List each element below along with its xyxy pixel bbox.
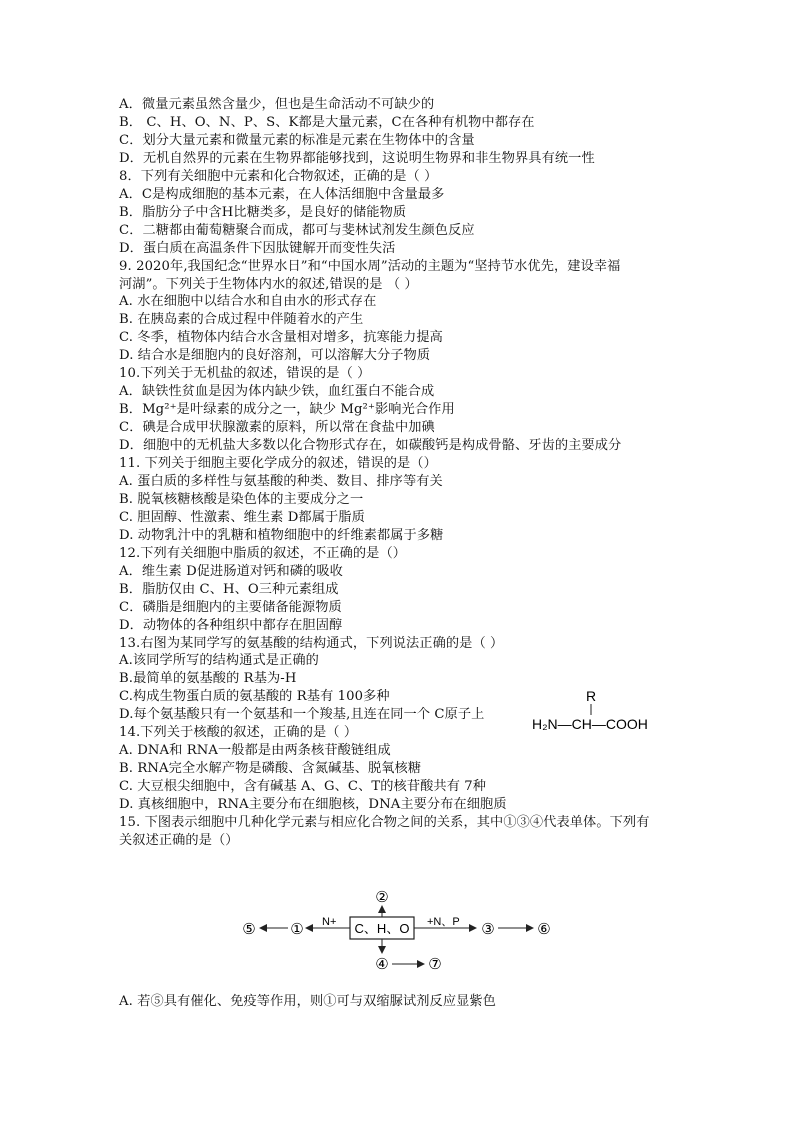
text-line: C. 大豆根尖细胞中，含有碱基 A、G、C、T的核苷酸共有 7种 [119,779,487,795]
compound-relation-diagram [238,885,558,975]
text-line: 13.右图为某同学写的氨基酸的结构通式，下列说法正确的是（ ） [119,635,504,651]
text-line: B．Mg²⁺是叶绿素的成分之一，缺少 Mg²⁺影响光合作用 [119,402,455,418]
text-line: 11. 下列关于细胞主要化学成分的叙述，错误的是（） [119,456,437,471]
text-line: 关叙述正确的是（） [119,832,239,848]
text-line: D. 动物乳汁中的乳糖和植物细胞中的纤维素都属于多糖 [119,527,444,543]
text-line: A.该同学所写的结构通式是正确的 [119,653,319,669]
circle-4: ④ [375,956,389,973]
text-line: 9. 2020年,我国纪念“世界水日”和“中国水周”活动的主题为“坚持节水优先，建设幸福 [119,258,621,274]
text-line: B． C、H、O、N、P、S、K都是大量元素，C在各种有机物中都存在 [119,114,535,130]
text-line: 10.下列关于无机盐的叙述，错误的是（ ） [119,366,371,382]
text-line: A．缺铁性贫血是因为体内缺少铁，血红蛋白不能合成 [119,384,435,400]
text-line: 12.下列有关细胞中脂质的叙述，不正确的是（） [119,545,407,561]
text-line: A．维生素 D促进肠道对钙和磷的吸收 [119,563,343,579]
text-line: C.构成生物蛋白质的氨基酸的 R基有 100多种 [119,689,390,705]
text-line: D．无机自然界的元素在生物界都能够找到，这说明生物界和非生物界具有统一性 [119,150,595,166]
text-line: 14.下列关于核酸的叙述，正确的是（ ） [119,725,358,741]
circle-3: ③ [481,921,495,938]
left-arrow-label: N+ [322,916,337,928]
text-line: D. 结合水是细胞内的良好溶剂，可以溶解大分子物质 [119,348,431,364]
circle-1: ① [290,921,304,938]
text-line: B. RNA完全水解产物是磷酸、含氮碱基、脱氧核糖 [119,761,422,777]
text-line: C．二糖都由葡萄糖聚合而成，都可与斐林试剂发生颜色反应 [119,222,475,238]
amino-acid-structure-formula [530,688,680,738]
text-line: D. 真核细胞中，RNA主要分布在细胞核，DNA主要分布在细胞质 [119,797,507,813]
right-arrow-label: +N、P [427,916,460,928]
text-line: B．脂肪分子中含H比糖类多，是良好的储能物质 [119,204,407,220]
text-line: B．脂肪仅由 C、H、O三种元素组成 [119,581,339,597]
text-line: A. 水在细胞中以结合水和自由水的形式存在 [119,294,377,310]
text-line: D.每个氨基酸只有一个氨基和一个羧基,且连在同一个 C原子上 [119,707,485,723]
text-line: 15. 下图表示细胞中几种化学元素与相应化合物之间的关系，其中①③④代表单体。下列有 [119,815,650,830]
backbone-formula: H₂N—CH—COOH [532,716,648,732]
text-line: A. 若⑤具有催化、免疫等作用，则①可与双缩脲试剂反应显紫色 [119,994,496,1009]
text-line: C．划分大量元素和微量元素的标准是元素在生物体中的含量 [119,132,475,148]
text-line: D．动物体的各种组织中都存在胆固醇 [119,617,343,633]
circle-7: ⑦ [428,956,442,973]
text-line: B. 脱氧核糖核酸是染色体的主要成分之一 [119,491,364,507]
text-line: B.最简单的氨基酸的 R基为-H [119,671,297,687]
text-line: C. 冬季，植物体内结合水含量相对增多，抗寒能力提高 [119,330,443,346]
text-line: C．碘是合成甲状腺激素的原料，所以常在食盐中加碘 [119,420,435,436]
text-line: B. 在胰岛素的合成过程中伴随着水的产生 [119,312,364,328]
text-line: C．磷脂是细胞内的主要储备能源物质 [119,599,342,615]
text-line: C. 胆固醇、性激素、维生素 D都属于脂质 [119,509,365,525]
text-line: A．微量元素虽然含量少，但也是生命活动不可缺少的 [119,97,435,112]
text-line: 河湖”。下列关于生物体内水的叙述,错误的是 （ ） [119,276,418,292]
text-line: D．细胞中的无机盐大多数以化合物形式存在，如碳酸钙是构成骨骼、牙齿的主要成分 [119,438,622,454]
r-group-label: R [586,688,597,704]
circle-5: ⑤ [242,921,256,938]
text-line: 8．下列有关细胞中元素和化合物叙述，正确的是（ ） [119,168,438,184]
text-line: D．蛋白质在高温条件下因肽键解开而变性失活 [119,240,396,256]
text-line: A. DNA和 RNA一般都是由两条核苷酸链组成 [119,743,391,759]
circle-6: ⑥ [537,921,551,938]
circle-2: ② [375,889,389,906]
text-line: A．C是构成细胞的基本元素，在人体活细胞中含量最多 [119,186,445,202]
elements-label: C、H、O [354,921,410,936]
text-line: A. 蛋白质的多样性与氨基酸的种类、数目、排序等有关 [119,473,443,489]
